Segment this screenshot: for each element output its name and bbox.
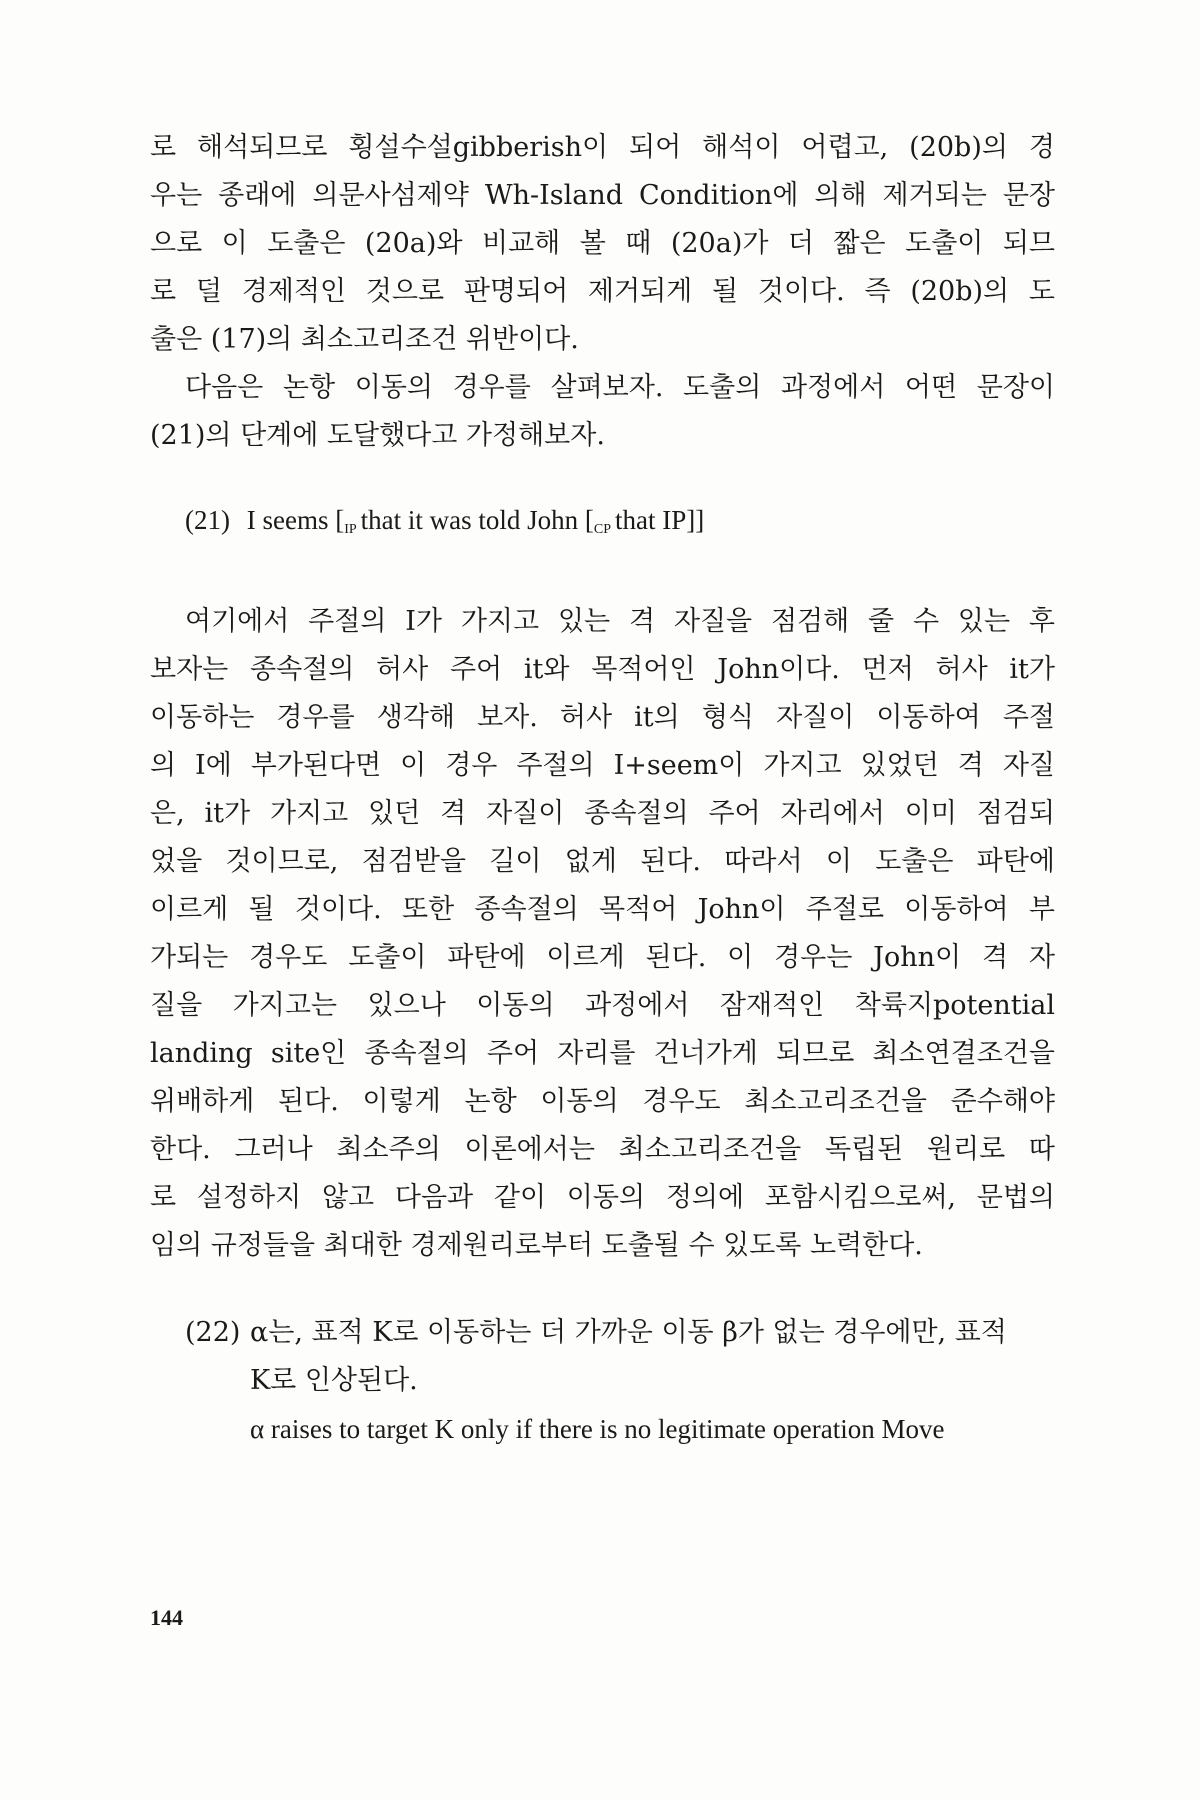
paragraph3-line-14: 임의 규정들을 최대한 경제원리로부터 도출될 수 있도록 노력한다. (150, 1230, 923, 1261)
example-21-number: (21) (185, 505, 230, 535)
paragraph2-line-1: 다음은 논항 이동의 경우를 살펴보자. 도출의 과정에서 어떤 문장이 (185, 372, 1055, 403)
example-21-text-2: that it was told John [ (360, 505, 594, 535)
example-21 (185, 500, 704, 550)
paragraph3-line-9: 질을 가지고는 있으나 이동의 과정에서 잠재적인 착륙지potential (150, 990, 1055, 1021)
paragraph2-line-2: (21)의 단계에 도달했다고 가정해보자. (150, 420, 605, 451)
paragraph3-line-3: 이동하는 경우를 생각해 보자. 허사 it의 형식 자질이 이동하여 주절 (150, 702, 1055, 733)
paragraph1-line-4: 로 덜 경제적인 것으로 판명되어 제거되게 될 것이다. 즉 (20b)의 도 (150, 276, 1055, 307)
paragraph3-line-1: 여기에서 주절의 I가 가지고 있는 격 자질을 점검해 줄 수 있는 후 (185, 606, 1055, 637)
paragraph1-line-2: 우는 종래에 의문사섬제약 Wh-Island Condition에 의해 제거되는 문장 (150, 180, 1055, 211)
example-21-subscript-cp: CP (593, 522, 612, 537)
paragraph1-line-1: 로 해석되므로 횡설수설gibberish이 되어 해석이 어렵고, (20b)의 경 (150, 132, 1055, 163)
page-number: 144 (150, 1605, 183, 1630)
paragraph1-line-5: 출은 (17)의 최소고리조건 위반이다. (150, 324, 579, 355)
paragraph3-line-7: 이르게 될 것이다. 또한 종속절의 목적어 John이 주절로 이동하여 부 (150, 894, 1055, 925)
paragraph3-line-13: 로 설정하지 않고 다음과 같이 이동의 정의에 포함시킴으로써, 문법의 (150, 1182, 1055, 1213)
example-22-line-3: α raises to target K only if there is no legitimate operation Move (250, 1414, 945, 1444)
example-22-number: (22) (185, 1317, 241, 1348)
paragraph3-line-11: 위배하게 된다. 이렇게 논항 이동의 경우도 최소고리조건을 준수해야 (150, 1086, 1055, 1117)
paragraph3-line-6: 었을 것이므로, 점검받을 길이 없게 된다. 따라서 이 도출은 파탄에 (150, 846, 1055, 877)
example-21-text-1: I seems [ (246, 505, 345, 535)
paragraph3-line-8: 가되는 경우도 도출이 파탄에 이르게 된다. 이 경우는 John이 격 자 (150, 942, 1055, 973)
paragraph3-line-5: 은, it가 가지고 있던 격 자질이 종속절의 주어 자리에서 이미 점검되 (150, 798, 1055, 829)
example-21-text-3: that IP]] (615, 505, 705, 535)
paragraph1-line-3: 으로 이 도출은 (20a)와 비교해 볼 때 (20a)가 더 짧은 도출이 되므 (150, 228, 1055, 259)
paragraph3-line-10: landing site인 종속절의 주어 자리를 건너가게 되므로 최소연결조건을 (150, 1038, 1055, 1069)
paragraph3-line-2: 보자는 종속절의 허사 주어 it와 목적어인 John이다. 먼저 허사 it가 (150, 654, 1055, 685)
example-22-line-2: K로 인상된다. (250, 1365, 418, 1396)
paragraph3-line-4: 의 I에 부가된다면 이 경우 주절의 I+seem이 가지고 있었던 격 자질 (150, 750, 1055, 781)
paragraph3-line-12: 한다. 그러나 최소주의 이론에서는 최소고리조건을 독립된 원리로 따 (150, 1134, 1055, 1165)
example-21-subscript-ip: IP (344, 522, 357, 537)
example-22-line-1: α는, 표적 K로 이동하는 더 가까운 이동 β가 없는 경우에만, 표적 (250, 1317, 1007, 1348)
